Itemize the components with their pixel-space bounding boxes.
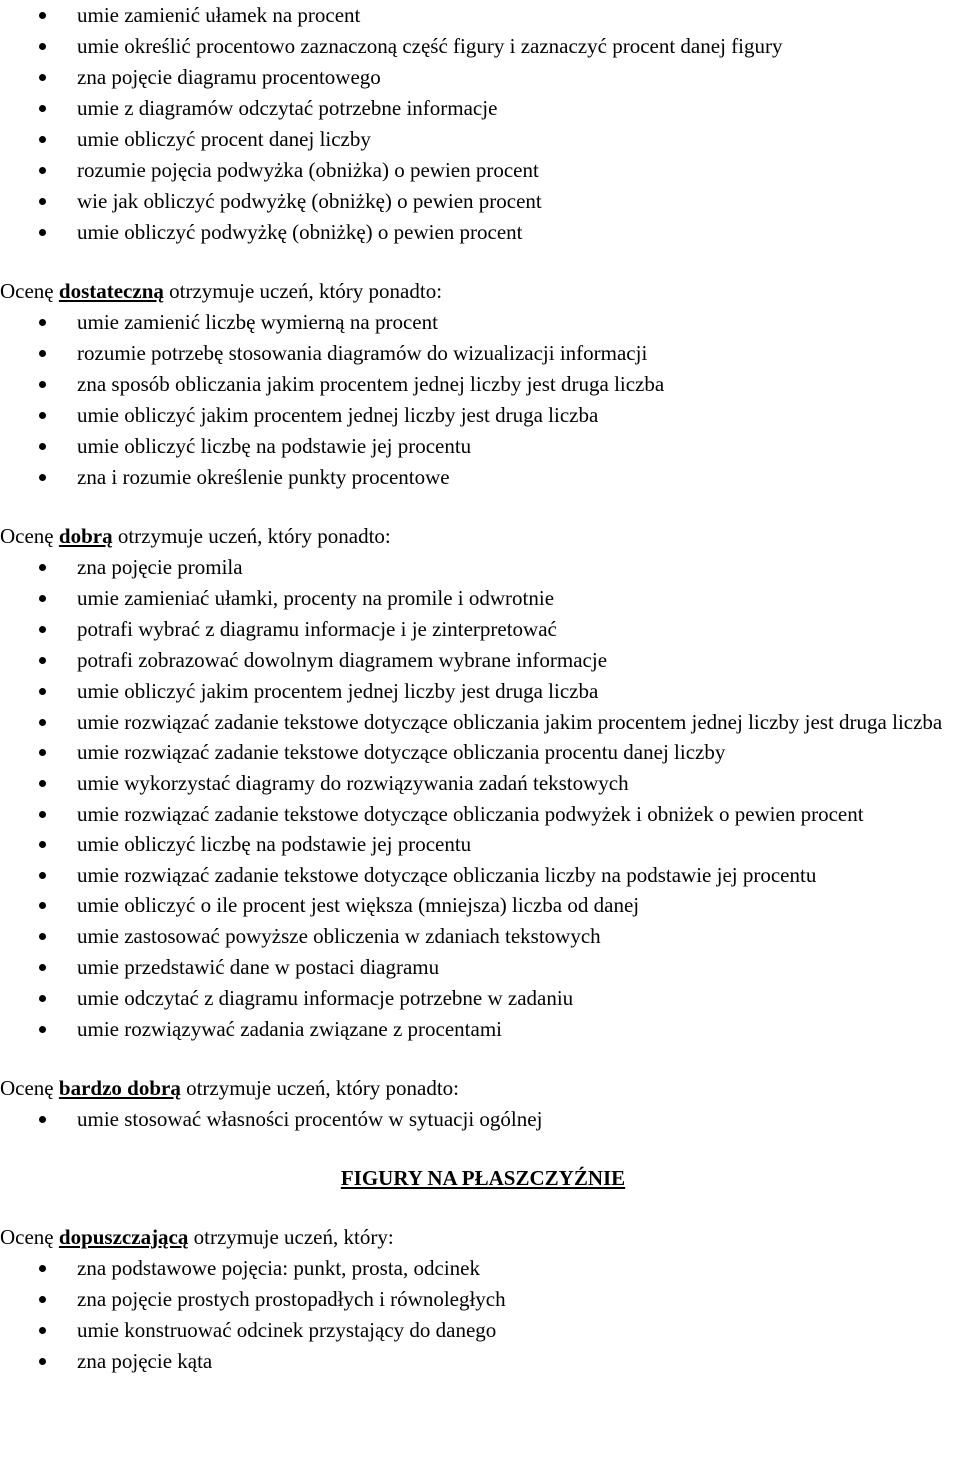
requirements-list-dopuszczajaca [0, 1253, 960, 1377]
grade-prefix: Ocenę [0, 279, 59, 303]
list-item: umie rozwiązać zadanie tekstowe dotyczące obliczania liczby na podstawie jej procentu [0, 860, 960, 890]
list-item: umie wykorzystać diagramy do rozwiązywania zadań tekstowych [0, 768, 960, 799]
list-item: zna pojęcie kąta [0, 1346, 960, 1377]
list-item: umie rozwiązać zadanie tekstowe dotyczące obliczania procentu danej liczby [0, 737, 960, 768]
section-title: FIGURY NA PŁASZCZYŹNIE [340, 1166, 626, 1190]
list-item: umie zamienić liczbę wymierną na procent [0, 307, 960, 338]
list-item: umie obliczyć podwyżkę (obniżkę) o pewien procent [0, 217, 960, 248]
requirements-list-bardzo-dobra [0, 1104, 960, 1135]
grade-heading-dostateczna [0, 276, 960, 307]
requirements-list-dobra [0, 552, 960, 1045]
list-item: umie zamienić ułamek na procent [0, 0, 960, 31]
list-item: umie obliczyć liczbę na podstawie jej procentu [0, 431, 960, 462]
list-item: potrafi zobrazować dowolnym diagramem wybrane informacje [0, 645, 960, 676]
spacer [0, 1135, 960, 1163]
list-item: wie jak obliczyć podwyżkę (obniżkę) o pewien procent [0, 186, 960, 217]
grade-prefix: Ocenę [0, 1076, 59, 1100]
list-item: rozumie pojęcia podwyżka (obniżka) o pewien procent [0, 155, 960, 186]
list-item: umie obliczyć jakim procentem jednej liczby jest druga liczba [0, 400, 960, 431]
spacer [0, 1194, 960, 1222]
list-item: zna pojęcie promila [0, 552, 960, 583]
list-item: umie obliczyć liczbę na podstawie jej procentu [0, 829, 960, 860]
grade-heading-bardzo-dobra [0, 1073, 960, 1104]
list-item: umie rozwiązać zadanie tekstowe dotyczące obliczania podwyżek i obniżek o pewien procent [0, 799, 960, 829]
grade-suffix: otrzymuje uczeń, który ponadto: [180, 1076, 459, 1100]
grade-suffix: otrzymuje uczeń, który: [188, 1225, 394, 1249]
requirements-list-dostateczna [0, 307, 960, 493]
list-item: potrafi wybrać z diagramu informacje i je zinterpretować [0, 614, 960, 645]
list-item: umie przedstawić dane w postaci diagramu [0, 952, 960, 983]
grade-name: dopuszczającą [58, 1225, 189, 1249]
grade-suffix: otrzymuje uczeń, który ponadto: [112, 524, 391, 548]
grade-heading-dopuszczajaca [0, 1222, 960, 1253]
list-item: rozumie potrzebę stosowania diagramów do wizualizacji informacji [0, 338, 960, 369]
grade-name: bardzo dobrą [58, 1076, 181, 1100]
list-item: umie zamieniać ułamki, procenty na promile i odwrotnie [0, 583, 960, 614]
list-item: umie obliczyć procent danej liczby [0, 124, 960, 155]
list-item: zna pojęcie diagramu procentowego [0, 62, 960, 93]
spacer [0, 493, 960, 521]
grade-prefix: Ocenę [0, 1225, 59, 1249]
list-item: umie rozwiązać zadanie tekstowe dotyczące obliczania jakim procentem jednej liczby jest druga liczba [0, 707, 960, 737]
list-item: zna i rozumie określenie punkty procentowe [0, 462, 960, 493]
list-item: zna podstawowe pojęcia: punkt, prosta, odcinek [0, 1253, 960, 1284]
grade-heading-dobra [0, 521, 960, 552]
grade-name: dobrą [58, 524, 113, 548]
list-item: umie określić procentowo zaznaczoną część figury i zaznaczyć procent danej figury [0, 31, 960, 62]
requirements-list-top [0, 0, 960, 248]
spacer [0, 1045, 960, 1073]
list-item: umie z diagramów odczytać potrzebne informacje [0, 93, 960, 124]
grade-name: dostateczną [58, 279, 164, 303]
list-item: zna pojęcie prostych prostopadłych i równoległych [0, 1284, 960, 1315]
grade-prefix: Ocenę [0, 524, 59, 548]
list-item: zna sposób obliczania jakim procentem jednej liczby jest druga liczba [0, 369, 960, 400]
list-item: umie odczytać z diagramu informacje potrzebne w zadaniu [0, 983, 960, 1014]
list-item: umie stosować własności procentów w sytuacji ogólnej [0, 1104, 960, 1135]
spacer [0, 248, 960, 276]
list-item: umie obliczyć o ile procent jest większa (mniejsza) liczba od danej [0, 890, 960, 921]
list-item: umie konstruować odcinek przystający do danego [0, 1315, 960, 1346]
list-item: umie zastosować powyższe obliczenia w zdaniach tekstowych [0, 921, 960, 952]
list-item: umie obliczyć jakim procentem jednej liczby jest druga liczba [0, 676, 960, 707]
list-item: umie rozwiązywać zadania związane z procentami [0, 1014, 960, 1045]
grade-suffix: otrzymuje uczeń, który ponadto: [163, 279, 443, 303]
